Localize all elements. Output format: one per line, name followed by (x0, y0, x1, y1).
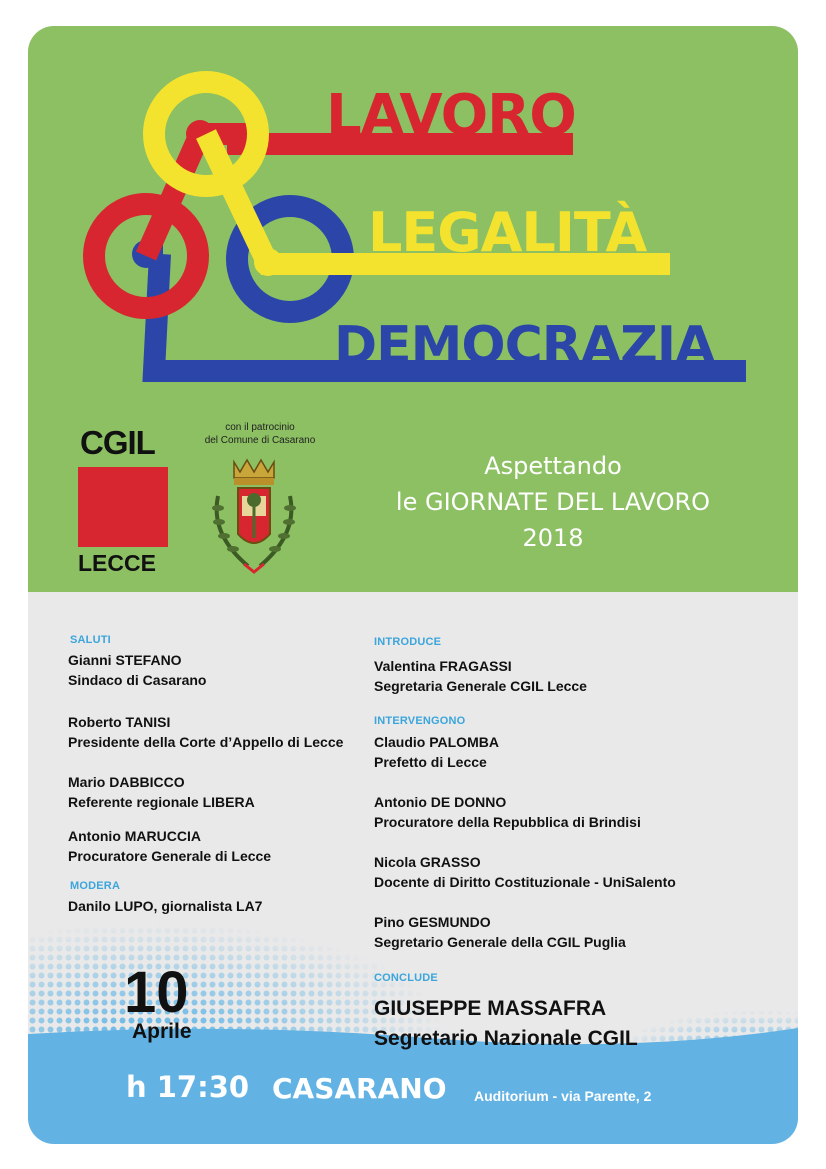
person-role: Prefetto di Lecce (374, 754, 487, 770)
saluti-person-4 (68, 826, 271, 866)
speaker-2 (374, 792, 641, 832)
person-role: Referente regionale LIBERA (68, 794, 255, 810)
speaker-1 (374, 732, 499, 772)
person-role: Segretario Nazionale CGIL (374, 1027, 638, 1050)
person-role: Segretaria Generale CGIL Lecce (374, 678, 587, 694)
person-name: Claudio PALOMBA (374, 734, 499, 750)
saluti-person-3 (68, 772, 255, 812)
person-role: Sindaco di Casarano (68, 672, 207, 688)
conclude-person (374, 994, 638, 1054)
patronage-line-2: del Comune di Casarano (204, 435, 316, 446)
cgil-lecce-text: LECCE (78, 550, 156, 576)
saluti-person-1 (68, 650, 206, 690)
event-line-1: Aspettando (484, 452, 622, 480)
event-city: CASARANO (272, 1072, 447, 1105)
moderator: Danilo LUPO, giornalista LA7 (68, 898, 263, 914)
person-name: Pino GESMUNDO (374, 914, 491, 930)
speaker-3 (374, 852, 676, 892)
event-venue: Auditorium - via Parente, 2 (474, 1088, 652, 1104)
title-word-democrazia: DEMOCRAZIA (334, 316, 715, 376)
person-role: Presidente della Corte d’Appello di Lecce (68, 734, 344, 750)
title-word-lavoro: LAVORO (326, 83, 576, 148)
person-name: Valentina FRAGASSI (374, 658, 512, 674)
event-month: Aprile (132, 1020, 192, 1043)
person-name: Antonio DE DONNO (374, 794, 507, 810)
person-name: Gianni STEFANO (68, 652, 182, 668)
event-day: 10 (124, 960, 189, 1025)
person-role: Procuratore Generale di Lecce (68, 848, 272, 864)
person-name: Roberto TANISI (68, 714, 171, 730)
event-time: h 17:30 (126, 1070, 250, 1104)
cgil-logo-text: CGIL (80, 424, 155, 461)
person-name: Nicola GRASSO (374, 854, 481, 870)
saluti-label: SALUTI (70, 634, 111, 646)
person-role: Procuratore della Repubblica di Brindisi (374, 814, 641, 830)
intervengono-label: INTERVENGONO (374, 715, 466, 727)
person-name: GIUSEPPE MASSAFRA (374, 997, 607, 1020)
conclude-label: CONCLUDE (374, 972, 438, 984)
event-line-3: 2018 (522, 524, 584, 552)
poster (28, 26, 798, 1144)
person-name: Antonio MARUCCIA (68, 828, 201, 844)
patronage-line-1: con il patrocinio (225, 422, 295, 433)
event-line-2: le GIORNATE DEL LAVORO (395, 488, 711, 516)
introduce-person (374, 656, 587, 696)
person-role: Segretario Generale della CGIL Puglia (374, 934, 626, 950)
saluti-person-2 (68, 712, 343, 752)
title-word-legalita: LEGALITÀ (368, 201, 647, 264)
modera-label: MODERA (70, 880, 121, 892)
person-role: Docente di Diritto Costituzionale - UniSalento (374, 874, 676, 890)
speaker-4 (374, 912, 626, 952)
introduce-label: INTRODUCE (374, 636, 442, 648)
person-name: Mario DABBICCO (68, 774, 185, 790)
